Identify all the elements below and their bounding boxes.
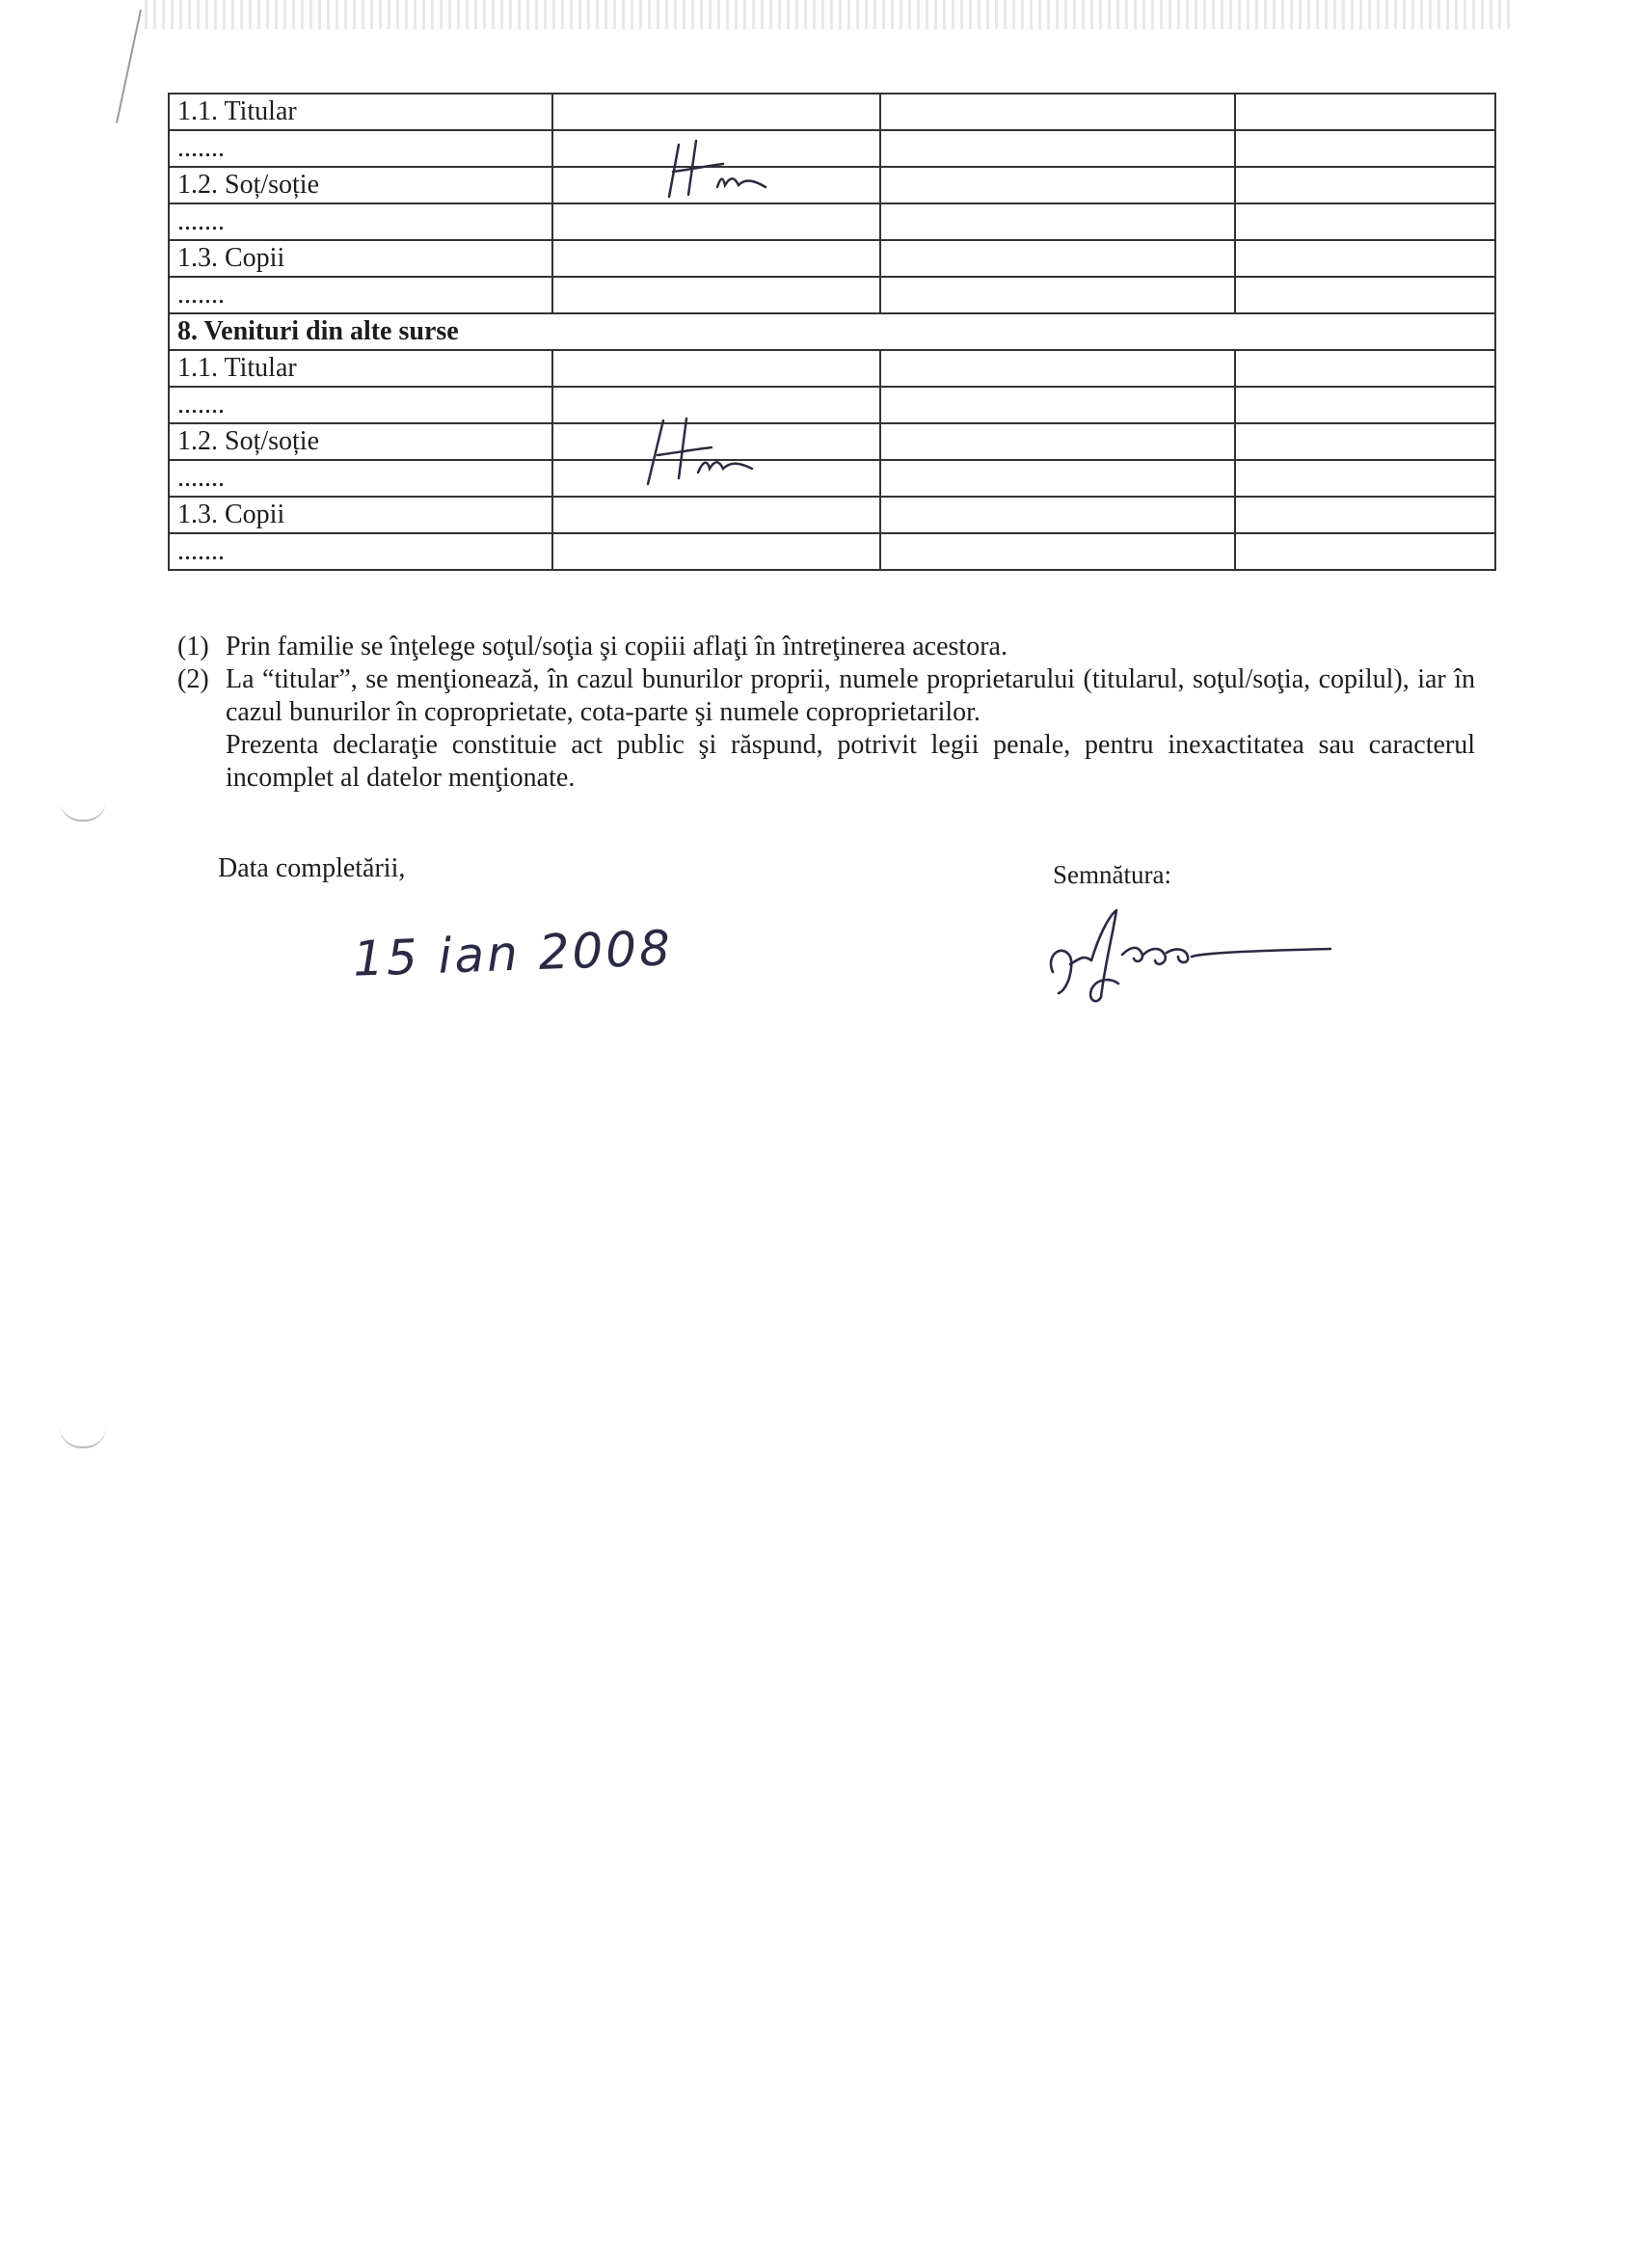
table-cell <box>552 130 880 167</box>
table-cell <box>1235 497 1495 533</box>
table-row <box>169 240 1495 277</box>
table-cell <box>552 350 880 387</box>
table-row <box>169 460 1495 497</box>
row-label: ....... <box>169 533 552 570</box>
signature-label: Semnătura: <box>1053 860 1171 889</box>
table-cell <box>880 350 1235 387</box>
punch-hole-mark <box>60 1427 106 1448</box>
table-cell <box>1235 167 1495 203</box>
table-row <box>169 423 1495 460</box>
row-label: ....... <box>169 203 552 240</box>
row-label: ....... <box>169 460 552 497</box>
table-row <box>169 533 1495 570</box>
handwritten-signature <box>1041 897 1350 1003</box>
scan-edge-noise <box>145 0 1514 29</box>
punch-hole-mark <box>60 800 106 822</box>
table-cell <box>880 167 1235 203</box>
footnote-2 <box>177 663 1475 729</box>
table-cell <box>552 203 880 240</box>
row-label: 1.1. Titular <box>169 94 552 130</box>
section-heading-row <box>169 313 1495 350</box>
table-cell <box>552 277 880 313</box>
table-cell <box>880 423 1235 460</box>
table-cell <box>880 94 1235 130</box>
footnote-number: (2) <box>177 664 209 694</box>
scan-edge-line <box>116 10 142 123</box>
table-cell <box>880 277 1235 313</box>
table-row <box>169 94 1495 130</box>
table-row <box>169 350 1495 387</box>
liability-statement <box>177 729 1475 795</box>
footnote-text: Prin familie se înţelege soţul/soţia şi copiii aflaţi în întreţinerea acestora. <box>226 632 1008 662</box>
table-cell <box>552 240 880 277</box>
row-label: ....... <box>169 277 552 313</box>
table-cell <box>880 387 1235 423</box>
footnote-1 <box>177 631 1475 663</box>
handwritten-nu-mark <box>650 137 794 204</box>
table-cell <box>1235 94 1495 130</box>
table-cell <box>1235 350 1495 387</box>
date-label: Data completării, <box>218 853 406 883</box>
income-table <box>168 93 1496 571</box>
table-cell <box>552 423 880 460</box>
table-cell <box>880 240 1235 277</box>
table-row <box>169 203 1495 240</box>
row-label: ....... <box>169 387 552 423</box>
table-cell <box>552 533 880 570</box>
handwritten-nu-mark <box>631 417 775 484</box>
statement-text: Prezenta declaraţie constituie act public şi răspund, potrivit legii penale, pentru inexactitatea sau caracterul incomplet al datelor menţionate. <box>226 730 1475 793</box>
footnote-number: (1) <box>177 632 209 662</box>
table-row <box>169 497 1495 533</box>
footnotes <box>177 631 1475 795</box>
table-row <box>169 277 1495 313</box>
table-cell <box>880 497 1235 533</box>
table-cell <box>1235 460 1495 497</box>
table-cell <box>552 94 880 130</box>
handwritten-date: 15 ian 2008 <box>352 920 674 987</box>
table-cell <box>880 533 1235 570</box>
table-cell <box>1235 203 1495 240</box>
table-cell <box>1235 240 1495 277</box>
table-row <box>169 387 1495 423</box>
table-row <box>169 130 1495 167</box>
table-cell <box>880 460 1235 497</box>
table-cell <box>1235 387 1495 423</box>
table-cell <box>880 203 1235 240</box>
table-cell <box>552 497 880 533</box>
row-label: 1.3. Copii <box>169 497 552 533</box>
row-label: 1.2. Soț/soție <box>169 167 552 203</box>
row-label: 1.1. Titular <box>169 350 552 387</box>
table-row <box>169 167 1495 203</box>
row-label: 1.2. Soț/soție <box>169 423 552 460</box>
section-title: 8. Venituri din alte surse <box>169 313 1495 350</box>
table-cell <box>1235 423 1495 460</box>
row-label: ....... <box>169 130 552 167</box>
table-cell <box>1235 533 1495 570</box>
table-cell <box>880 130 1235 167</box>
row-label: 1.3. Copii <box>169 240 552 277</box>
table-cell <box>1235 277 1495 313</box>
footnote-text: La “titular”, se menţionează, în cazul bunurilor proprii, numele proprietarului (titularul, soţul/soţia, copilul), iar în cazul bunurilor în coproprietate, cota-parte şi numele coproprietarilor. <box>226 664 1475 727</box>
table-cell <box>1235 130 1495 167</box>
